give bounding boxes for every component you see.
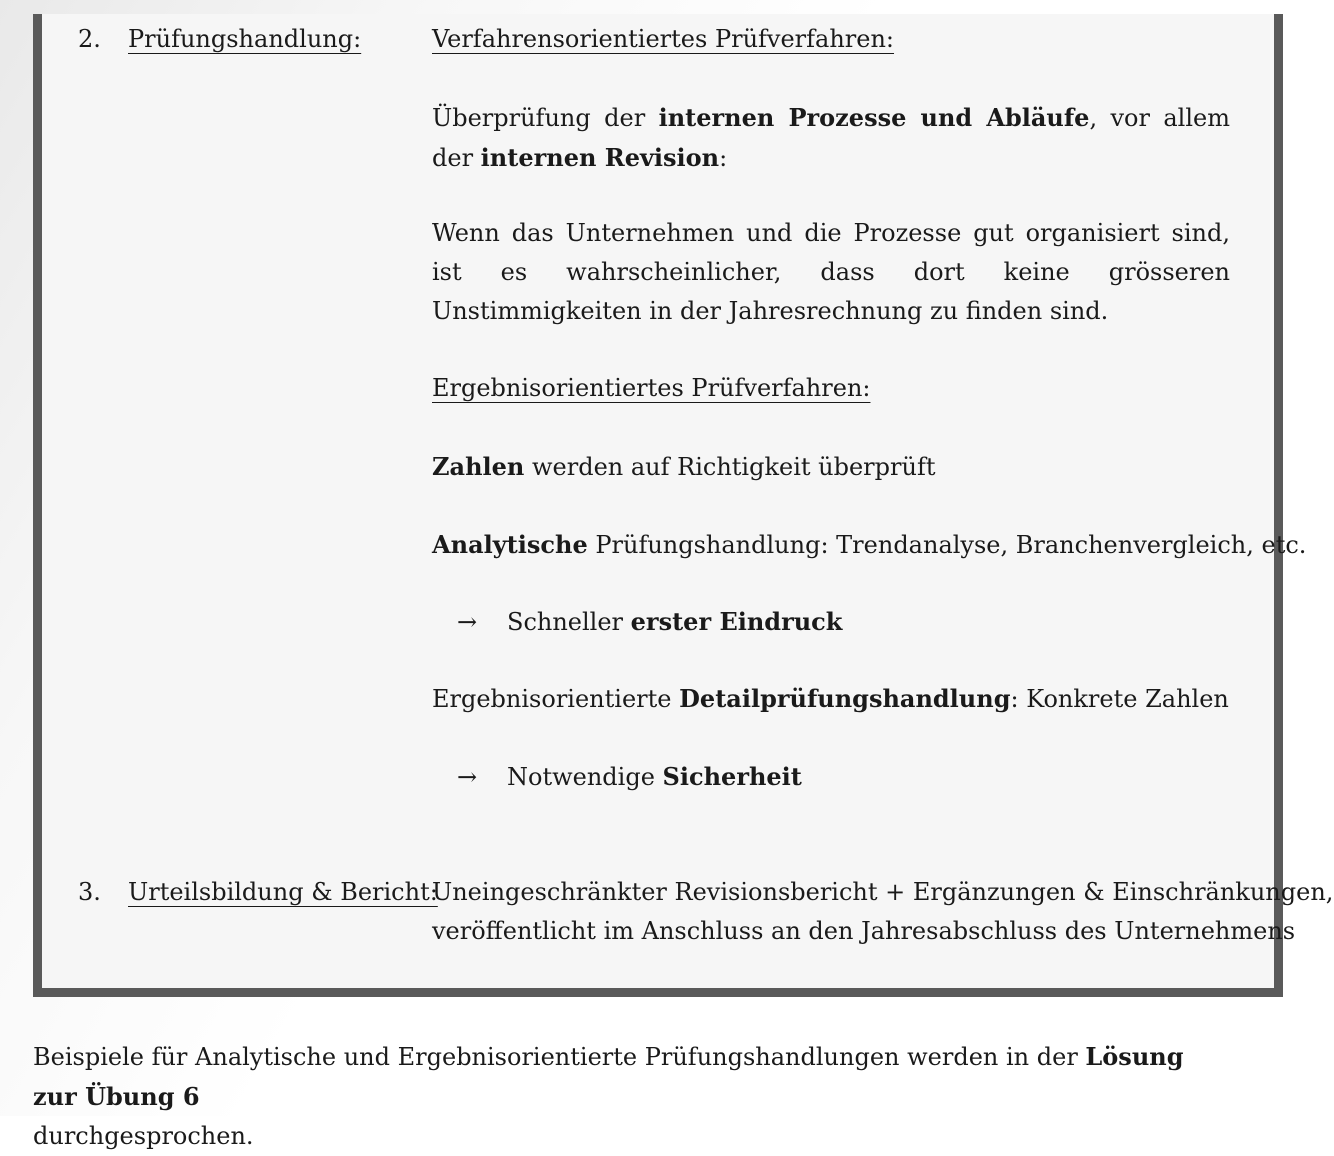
section-2-number: 2. <box>78 25 101 53</box>
analytische-line: Analytische Prüfungshandlung: Trendanalyse, Branchenvergleich, etc. <box>432 530 1307 559</box>
arrow-line-eindruck: → Schneller erster Eindruck <box>457 602 842 642</box>
section-2-label: Prüfungshandlung: <box>128 25 362 53</box>
section-3-number: 3. <box>78 878 101 906</box>
right-arrow-icon: → <box>457 763 478 791</box>
right-arrow-icon: → <box>457 608 478 636</box>
footer-paragraph: Beispiele für Analytische und Ergebnisorientierte Prüfungshandlungen werden in der Lösung zur Übung 6 durchgesprochen. <box>33 1042 1184 1150</box>
verfahren-paragraph-2: Wenn das Unternehmen und die Prozesse gut organisiert sind, ist es wahrscheinlicher, dass dort keine grösseren Unstimmigkeiten in der Jahresrechnung zu finden sind. <box>432 219 1230 325</box>
zahlen-line: Zahlen werden auf Richtigkeit überprüft <box>432 452 936 481</box>
ergebnis-heading: Ergebnisorientiertes Prüfverfahren: <box>432 374 871 402</box>
detail-line: Ergebnisorientierte Detailprüfungshandlung: Konkrete Zahlen <box>432 684 1229 713</box>
section-3-label: Urteilsbildung & Bericht: <box>128 878 438 906</box>
arrow-line-sicherheit: → Notwendige Sicherheit <box>457 757 802 797</box>
verfahren-heading: Verfahrensorientiertes Prüfverfahren: <box>432 25 895 53</box>
section-3-line-1: Uneingeschränkter Revisionsbericht + Ergänzungen & Einschränkungen, <box>432 878 1334 906</box>
verfahren-paragraph-1: Überprüfung der internen Prozesse und Abläufe, vor allem der internen Revision: <box>432 103 1230 172</box>
section-3-line-2: veröffentlicht im Anschluss an den Jahresabschluss des Unternehmens <box>432 917 1296 945</box>
